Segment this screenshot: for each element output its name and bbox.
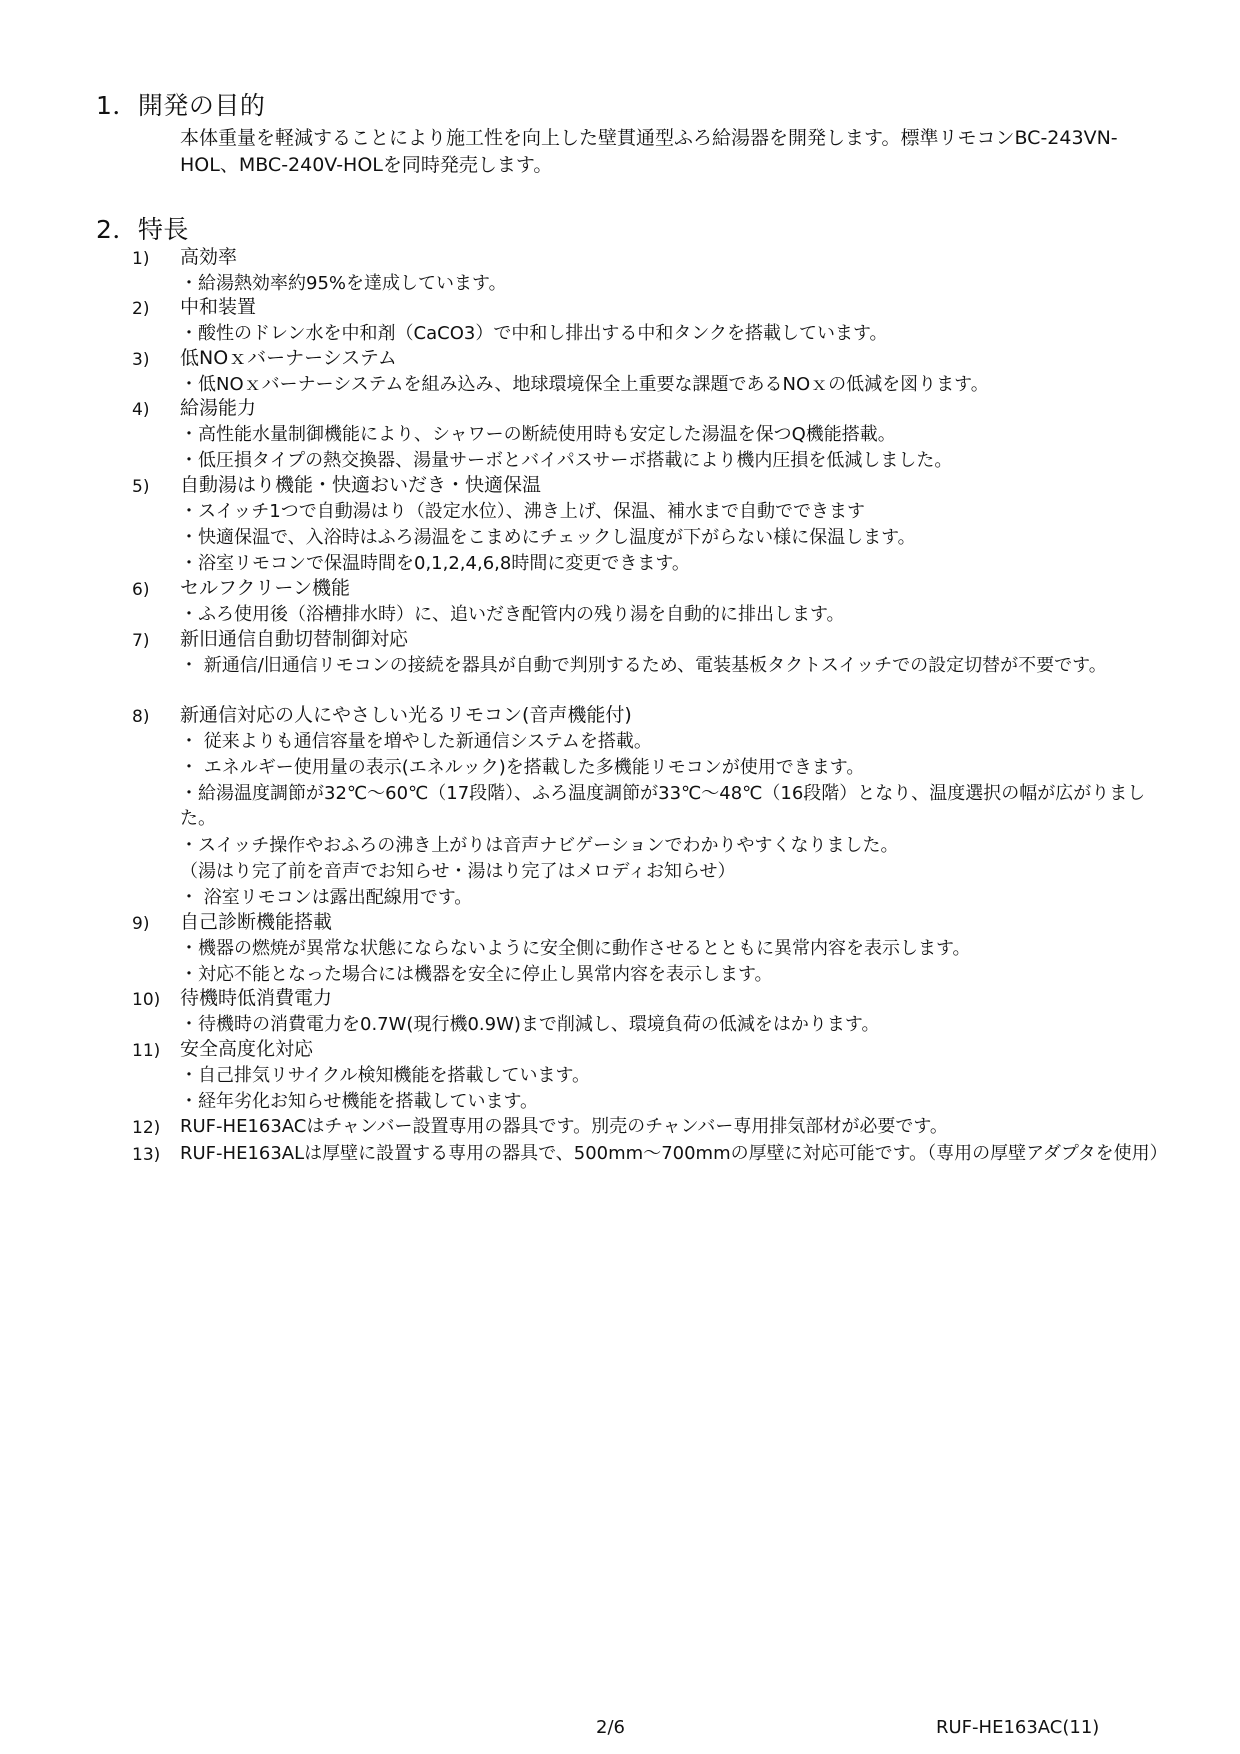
item-8-number: 8): [132, 707, 150, 727]
item-4-heading: 給湯能力: [180, 397, 257, 419]
item-9-heading: 自己診断機能搭載: [180, 911, 333, 933]
item-2-line-1: ・酸性のドレン水を中和剤（CaCO3）で中和し排出する中和タンクを搭載しています。: [180, 323, 888, 344]
item-12-number: 12): [132, 1118, 161, 1138]
item-1-number: 1): [132, 249, 150, 269]
item-4-number: 4): [132, 400, 150, 420]
item-11-line-1: ・自己排気リサイクル検知機能を搭載しています。: [180, 1065, 591, 1086]
item-9-line-1: ・機器の燃焼が異常な状態にならないように安全側に動作させるとともに異常内容を表示します。: [180, 938, 971, 959]
item-1-line-1: ・給湯熱効率約95%を達成しています。: [180, 273, 507, 294]
item-11-number: 11): [132, 1041, 161, 1061]
item-10-number: 10): [132, 990, 161, 1010]
item-8-line-1: ・ 従来よりも通信容量を増やした新通信システムを搭載。: [180, 731, 652, 752]
item-1-heading: 高効率: [180, 246, 238, 268]
item-3-heading: 低NOｘバーナーシステム: [180, 347, 397, 369]
item-13-heading: RUF-HE163ALは厚壁に設置する専用の器具で、500mm～700mmの厚壁に対応可能です。（専用の厚壁アダプタを使用）: [180, 1143, 1168, 1164]
page-number: 2/6: [596, 1717, 625, 1738]
item-5-line-1: ・スイッチ1つで自動湯はり（設定水位）、沸き上げ、保温、補水まで自動でできます: [180, 501, 866, 522]
item-13-number: 13): [132, 1145, 161, 1165]
item-8-line-5: （湯はり完了前を音声でお知らせ・湯はり完了はメロディお知らせ）: [180, 861, 736, 882]
item-8-line-6: ・ 浴室リモコンは露出配線用です。: [180, 887, 473, 908]
item-10-heading: 待機時低消費電力: [180, 987, 333, 1009]
item-11-heading: 安全高度化対応: [180, 1038, 314, 1060]
item-4-line-1: ・高性能水量制御機能により、シャワーの断続使用時も安定した湯温を保つQ機能搭載。: [180, 424, 896, 445]
section-1-title: 1．開発の目的: [96, 91, 266, 120]
section-1-body: 本体重量を軽減することにより施工性を向上した壁貫通型ふろ給湯器を開発します。標準リモコンBC-243VN-HOL、MBC-240V-HOLを同時発売します。: [180, 127, 1118, 176]
item-5-number: 5): [132, 477, 150, 497]
item-7-line-1: ・ 新通信/旧通信リモコンの接続を器具が自動で判別するため、電装基板タクトスイッチでの設定切替が不要です。: [180, 655, 1107, 676]
item-8-heading: 新通信対応の人にやさしい光るリモコン(音声機能付): [180, 704, 632, 726]
item-12-heading: RUF-HE163ACはチャンバー設置専用の器具です。別売のチャンバー専用排気部材が必要です。: [180, 1116, 948, 1137]
item-3-number: 3): [132, 350, 150, 370]
item-8-line-4: ・スイッチ操作やおふろの沸き上がりは音声ナビゲーションでわかりやすくなりました。: [180, 835, 899, 856]
document-code: RUF-HE163AC(11): [936, 1717, 1100, 1738]
item-9-number: 9): [132, 914, 150, 934]
item-6-number: 6): [132, 580, 150, 600]
item-5-line-3: ・浴室リモコンで保温時間を0,1,2,4,6,8時間に変更できます。: [180, 553, 690, 574]
item-9-line-2: ・対応不能となった場合には機器を安全に停止し異常内容を表示します。: [180, 964, 773, 985]
item-7-heading: 新旧通信自動切替制御対応: [180, 628, 409, 650]
item-3-line-1: ・低NOｘバーナーシステムを組み込み、地球環境保全上重要な課題であるNOｘの低減を図ります。: [180, 374, 989, 395]
item-5-line-2: ・快適保温で、入浴時はふろ湯温をこまめにチェックし温度が下がらない様に保温します。: [180, 527, 916, 548]
item-5-heading: 自動湯はり機能・快適おいだき・快適保温: [180, 474, 542, 496]
item-8-line-2: ・ エネルギー使用量の表示(エネルック)を搭載した多機能リモコンが使用できます。: [180, 757, 865, 778]
item-4-line-2: ・低圧損タイプの熱交換器、湯量サーボとバイパスサーボ搭載により機内圧損を低減しました。: [180, 450, 953, 471]
item-7-number: 7): [132, 631, 150, 651]
item-10-line-1: ・待機時の消費電力を0.7W(現行機0.9W)まで削減し、環境負荷の低減をはかります。: [180, 1014, 880, 1035]
item-2-number: 2): [132, 299, 150, 319]
item-6-heading: セルフクリーン機能: [180, 577, 351, 599]
section-2-title: 2．特長: [96, 215, 189, 244]
item-11-line-2: ・経年劣化お知らせ機能を搭載しています。: [180, 1091, 539, 1112]
item-8-line-3: ・給湯温度調節が32℃～60℃（17段階）、ふろ温度調節が33℃～48℃（16段階）となり、温度選択の幅が広がりました。: [180, 783, 1146, 829]
item-2-heading: 中和装置: [180, 296, 257, 318]
item-6-line-1: ・ふろ使用後（浴槽排水時）に、追いだき配管内の残り湯を自動的に排出します。: [180, 604, 845, 625]
